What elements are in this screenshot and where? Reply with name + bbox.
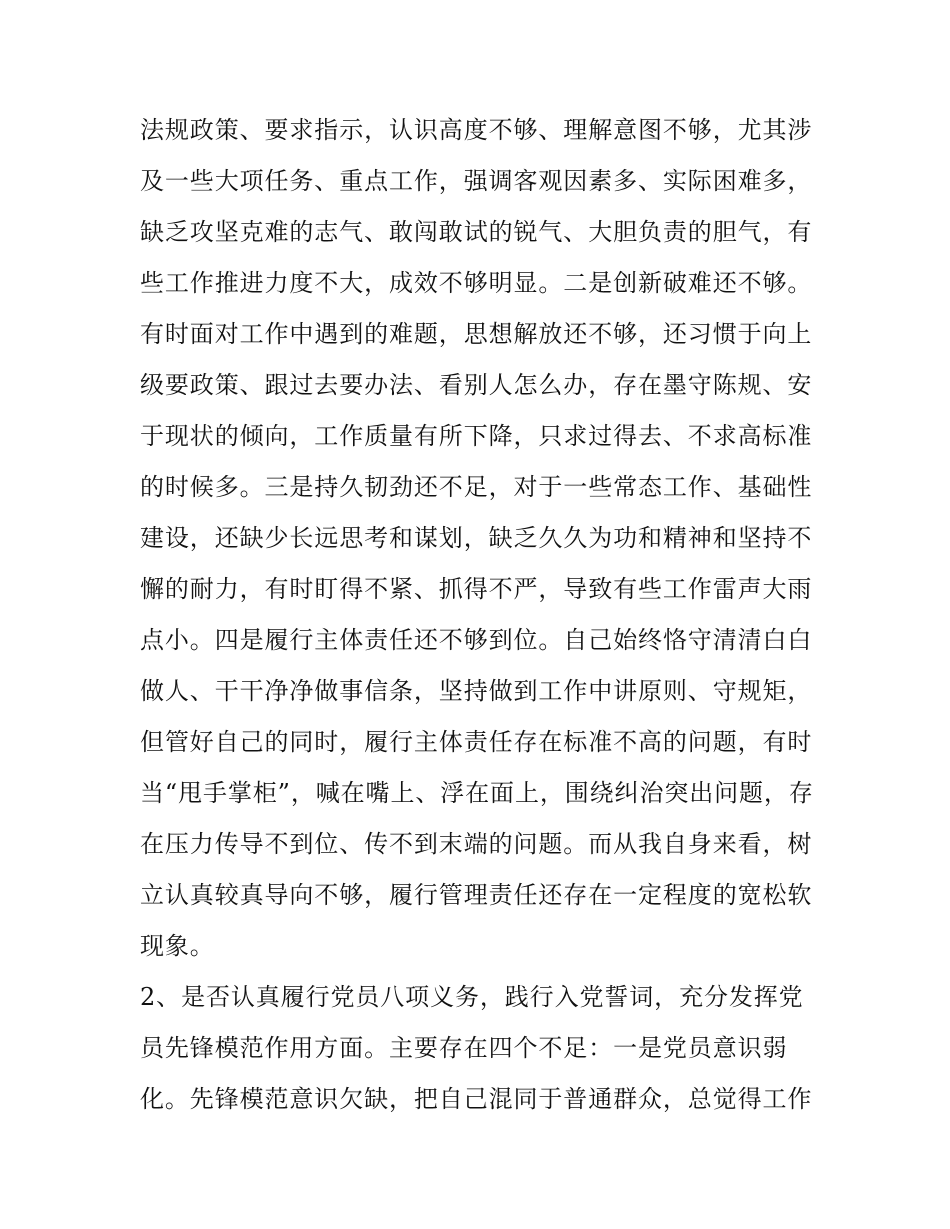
text-line: 有时面对工作中遇到的难题，思想解放还不够，还习惯于向上 [140, 320, 813, 348]
text-line: 懈的耐力，有时盯得不紧、抓得不严，导致有些工作雷声大雨 [140, 575, 813, 603]
text-line: 缺乏攻坚克难的志气、敢闯敢试的锐气、大胆负责的胆气，有 [140, 218, 813, 246]
text-line: 在压力传导不到位、传不到末端的问题。而从我自身来看，树 [140, 830, 813, 858]
text-line: 建设，还缺少长远思考和谋划，缺乏久久为功和精神和坚持不 [140, 524, 813, 552]
text-line: 于现状的倾向，工作质量有所下降，只求过得去、不求高标准 [140, 422, 813, 450]
body-text [140, 105, 820, 1125]
text-line: 法规政策、要求指示，认识高度不够、理解意图不够，尤其涉 [140, 116, 813, 144]
text-line: 立认真较真导向不够，履行管理责任还存在一定程度的宽松软 [140, 881, 813, 909]
text-line: 点小。四是履行主体责任还不够到位。自己始终恪守清清白白 [140, 626, 813, 654]
text-line: 级要政策、跟过去要办法、看别人怎么办，存在墨守陈规、安 [140, 371, 813, 399]
text-line: 及一些大项任务、重点工作，强调客观因素多、实际困难多， [140, 167, 813, 195]
text-line: 的时候多。三是持久韧劲还不足，对于一些常态工作、基础性 [140, 473, 813, 501]
text-line: 现象。 [140, 932, 215, 960]
text-line: 员先锋模范作用方面。主要存在四个不足：一是党员意识弱 [140, 1034, 788, 1062]
text-line: 些工作推进力度不大，成效不够明显。二是创新破难还不够。 [140, 269, 813, 297]
text-line: 当“甩手掌柜”，喊在嘴上、浮在面上，围绕纠治突出问题，存 [140, 779, 814, 807]
text-line: 但管好自己的同时，履行主体责任存在标准不高的问题，有时 [140, 728, 813, 756]
text-line: 2、是否认真履行党员八项义务，践行入党誓词，充分发挥党 [140, 983, 804, 1011]
text-line: 做人、干干净净做事信条，坚持做到工作中讲原则、守规矩， [140, 677, 813, 705]
text-line: 化。先锋模范意识欠缺，把自己混同于普通群众，总觉得工作 [140, 1085, 813, 1113]
